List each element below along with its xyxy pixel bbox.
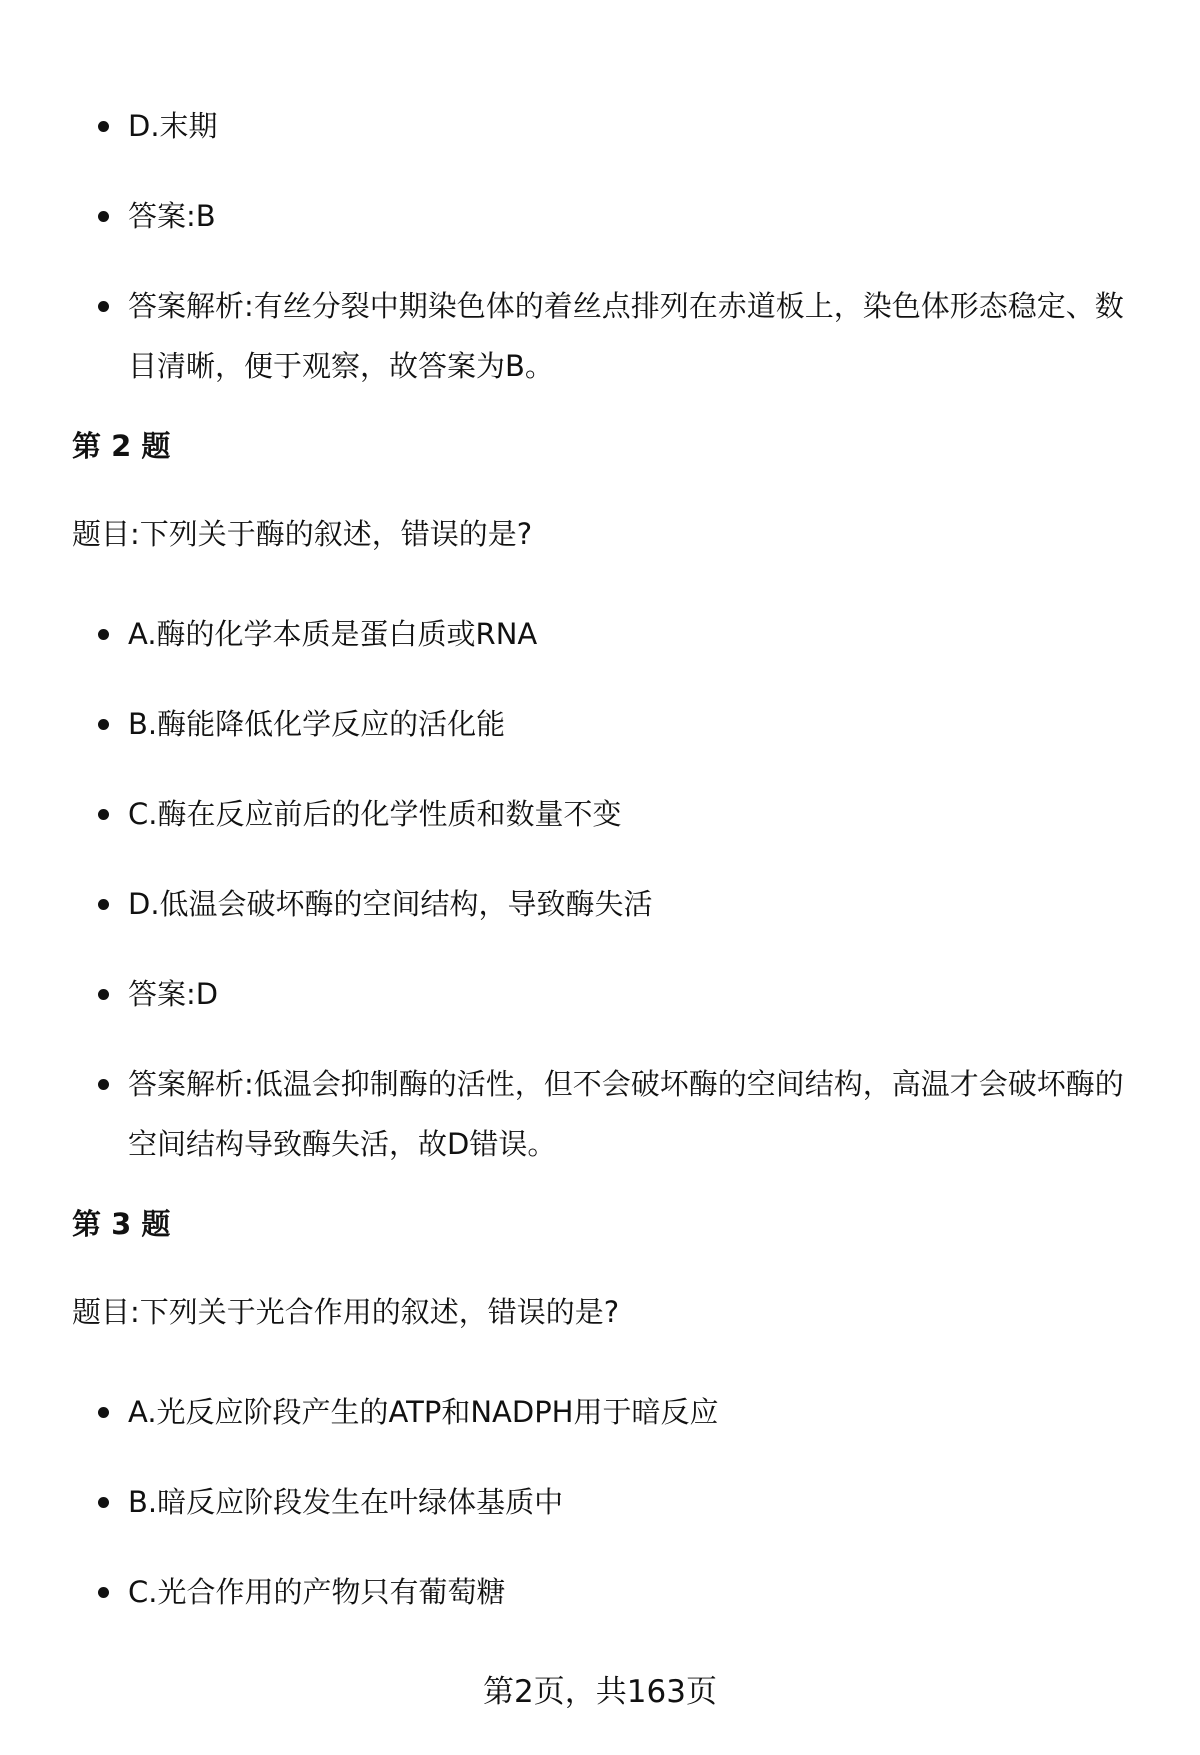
list-item: 答案解析:有丝分裂中期染色体的着丝点排列在赤道板上，染色体形态稳定、数目清晰，便于观察，故答案为B。	[72, 276, 1152, 396]
list-item: B.暗反应阶段发生在叶绿体基质中	[72, 1472, 1152, 1532]
bullet-icon	[98, 301, 109, 312]
bullet-icon	[98, 899, 109, 910]
bullet-icon	[98, 1407, 109, 1418]
bullet-icon	[98, 629, 109, 640]
bullet-icon	[98, 1497, 109, 1508]
q2-list	[72, 604, 1152, 1174]
bullet-icon	[98, 719, 109, 730]
question-stem: 题目:下列关于光合作用的叙述，错误的是?	[72, 1295, 620, 1329]
question-heading: 第 2 题	[72, 429, 171, 463]
bullet-icon	[98, 1079, 109, 1090]
list-item: 答案:B	[72, 186, 1152, 246]
question-stem: 题目:下列关于酶的叙述，错误的是?	[72, 517, 533, 551]
page-footer: 第2页，共163页	[483, 1674, 717, 1710]
bullet-icon	[98, 211, 109, 222]
q1-list	[72, 96, 1152, 396]
list-item: A.酶的化学本质是蛋白质或RNA	[72, 604, 1152, 664]
page-content	[72, 96, 1152, 1652]
bullet-icon	[98, 989, 109, 1000]
question-heading: 第 3 题	[72, 1207, 171, 1241]
q3-list	[72, 1382, 1152, 1622]
bullet-icon	[98, 809, 109, 820]
list-item: 答案:D	[72, 964, 1152, 1024]
list-item: C.光合作用的产物只有葡萄糖	[72, 1562, 1152, 1622]
list-item: D.末期	[72, 96, 1152, 156]
list-item: C.酶在反应前后的化学性质和数量不变	[72, 784, 1152, 844]
list-item: 答案解析:低温会抑制酶的活性，但不会破坏酶的空间结构，高温才会破坏酶的空间结构导致酶失活，故D错误。	[72, 1054, 1152, 1174]
list-item: A.光反应阶段产生的ATP和NADPH用于暗反应	[72, 1382, 1152, 1442]
list-item: D.低温会破坏酶的空间结构，导致酶失活	[72, 874, 1152, 934]
list-item: B.酶能降低化学反应的活化能	[72, 694, 1152, 754]
bullet-icon	[98, 1587, 109, 1598]
bullet-icon	[98, 121, 109, 132]
